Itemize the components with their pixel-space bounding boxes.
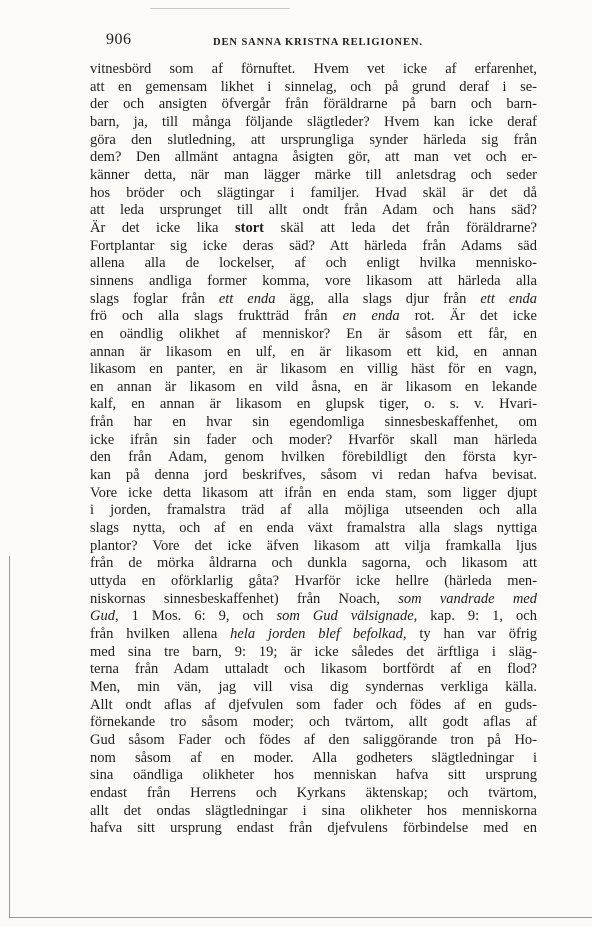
text-line — [90, 220, 537, 238]
text-line — [90, 803, 537, 821]
text-segment: kalf, en annan är likasom en glupsk tiger, o. s. v. Hvari- — [90, 396, 537, 413]
text-segment: Vore icke detta likasom att ifrån en enda stam, som ligger djupt — [90, 484, 537, 501]
text-line — [90, 485, 537, 503]
text-segment: uttyda en oförklarlig gåta? Hvarför icke hellre (härleda men- — [90, 573, 537, 590]
text-line — [90, 750, 537, 768]
text-segment: , ty han var öfrig — [402, 626, 537, 642]
italic-text-segment: ett enda — [480, 290, 537, 307]
text-segment: känner detta, när man lägger märke till anletsdrag och seder — [90, 166, 537, 183]
scan-edge-left — [9, 556, 10, 918]
text-line — [90, 502, 537, 520]
text-segment: i jorden, framalstra träd af alla möjliga utseenden och alla — [90, 502, 537, 519]
text-segment: dem? Den allmänt antagna åsigten gör, att man vet och er- — [90, 149, 537, 166]
text-segment: hos bröder och slägtingar i familjer. Hvad skäl är det då — [90, 184, 537, 201]
text-segment: der och ansigten öfvergår från föräldrarne på barn och barn- — [90, 96, 537, 113]
text-line — [90, 326, 537, 344]
text-line — [90, 467, 537, 485]
running-title: DEN SANNA KRISTNA RELIGIONEN. — [213, 37, 423, 48]
text-segment: den från Adam, genom hvilken förebildligt den första kyr- — [90, 449, 537, 466]
text-line — [90, 697, 537, 715]
text-line — [90, 644, 537, 662]
text-segment: niskornas sinnesbeskaffenhet) från Noach, — [90, 590, 399, 607]
text-line — [90, 396, 537, 414]
text-line — [90, 379, 537, 397]
text-segment: att leda ursprunget till allt ondt från Adam och hans säd? — [90, 202, 537, 219]
text-segment: rot. Är det icke — [399, 308, 537, 325]
text-segment: nom såsom af en moder. Alla godheters slägtledningar i — [90, 749, 537, 766]
text-segment: allena alla de lockelser, af och enligt hvilka mennisko- — [90, 255, 537, 272]
text-line — [90, 96, 537, 114]
text-line — [90, 432, 537, 450]
text-line — [90, 273, 537, 291]
text-line — [90, 520, 537, 538]
text-line — [90, 79, 537, 97]
text-segment: kan på denna jord beskrifves, såsom vi redan hafva bevisat. — [90, 467, 537, 484]
text-segment: att en gemensam likhet i sinnelag, och på grund deraf i se- — [90, 78, 537, 95]
text-segment: hafva sitt ursprung endast från djefvulens förbindelse med en — [90, 820, 537, 837]
text-line — [90, 626, 537, 644]
text-line — [90, 238, 537, 256]
text-line — [90, 591, 537, 609]
text-segment: Gud såsom Fader och födes af den saliggörande tron på Ho- — [90, 731, 537, 748]
italic-text-segment: Gud — [90, 608, 115, 625]
text-line — [90, 608, 537, 626]
text-segment: frö och alla slags fruktträd från — [90, 308, 343, 325]
text-line — [90, 679, 537, 697]
text-line — [90, 167, 537, 185]
text-line — [90, 61, 537, 79]
text-segment: från hvilken allena — [90, 626, 231, 642]
text-segment: ägg, alla slags djur från — [275, 290, 481, 307]
text-line — [90, 202, 537, 220]
text-segment: , kap. 9: 1, och — [413, 608, 537, 625]
text-line — [90, 820, 537, 838]
text-line — [90, 361, 537, 379]
text-line — [90, 732, 537, 750]
text-line — [90, 291, 537, 309]
italic-text-segment: ett enda — [218, 290, 276, 307]
text-segment: plantor? Vore det icke äfven likasom att vilja framkalla ljus — [90, 537, 537, 554]
text-line — [90, 132, 537, 150]
text-line — [90, 767, 537, 785]
italic-text-segment: hela jorden blef befolkad — [230, 626, 403, 642]
text-segment: annan är likasom en ulf, en är likasom ett kid, en annan — [90, 343, 537, 360]
text-line — [90, 538, 537, 556]
text-segment: en annan är likasom en vild åsna, en är likasom en lekande — [90, 378, 537, 395]
text-line — [90, 255, 537, 273]
text-line — [90, 449, 537, 467]
text-segment: icke ifrån sin fader och moder? Hvarför skall man härleda — [90, 431, 537, 448]
italic-text-segment: en enda — [342, 308, 400, 325]
text-segment: Fortplantar sig icke deras säd? Att härleda från Adams säd — [90, 237, 537, 254]
text-segment: sinnens andliga former komma, vore likasom att härleda alla — [90, 272, 537, 289]
text-segment: skäl att leda det från föräldrarne? — [263, 219, 537, 236]
body-text — [90, 61, 537, 838]
scan-rule-top — [150, 8, 290, 9]
text-segment: vitnesbörd som af förnuftet. Hvem vet icke af erfarenhet, — [90, 61, 537, 77]
italic-text-segment: som Gud välsignade — [276, 608, 414, 625]
text-line — [90, 555, 537, 573]
text-line — [90, 661, 537, 679]
text-segment: sina oändliga olikheter hos menniskan hafva sitt ursprung — [90, 767, 537, 784]
text-line — [90, 714, 537, 732]
text-segment: med sina tre barn, 9: 19; är icke således det ärftliga i släg- — [90, 643, 537, 660]
text-segment: Allt ondt aflas af djefvulen som fader och födes af en guds- — [90, 696, 537, 713]
text-line — [90, 185, 537, 203]
text-segment: , 1 Mos. 6: 9, och — [114, 608, 277, 625]
text-segment: allt det ondas slägtledningar i sina olikheter hos menniskorna — [90, 802, 537, 819]
scan-edge-bottom — [9, 917, 592, 918]
text-segment: slags foglar från — [90, 290, 219, 307]
text-line — [90, 344, 537, 362]
text-line — [90, 114, 537, 132]
text-line — [90, 308, 537, 326]
text-segment: Men, min vän, jag vill visa dig syndernas verkliga källa. — [90, 678, 537, 695]
text-line — [90, 785, 537, 803]
text-line — [90, 149, 537, 167]
text-segment: likasom en panter, en är likasom en villig häst för en vagn, — [90, 361, 537, 378]
text-line — [90, 573, 537, 591]
text-segment: barn, ja, till många följande slägtleder? Hvem kan icke deraf — [90, 113, 537, 130]
text-segment: endast från Herrens och Kyrkans äktenskap; och tvärtom, — [90, 784, 537, 801]
text-segment: en oändlig olikhet af menniskor? En är såsom ett får, en — [90, 325, 537, 342]
text-segment: från har en hvar sin egendomliga sinnesbeskaffenhet, om — [90, 414, 537, 431]
text-segment: förnekande tro såsom moder; och tvärtom, allt godt aflas af — [90, 714, 537, 731]
italic-text-segment: som vandrade med — [398, 590, 537, 607]
text-segment: terna från Adam uttaladt och likasom bortfördt af en flod? — [90, 661, 537, 678]
text-segment: Är det icke lika — [90, 219, 235, 236]
text-line — [90, 414, 537, 432]
text-segment: göra den slutledning, att ursprungliga synder härleda sig från — [90, 131, 537, 148]
text-segment: slags nytta, och af en enda växt framalstra alla slags nyttiga — [90, 520, 537, 537]
page-number: 906 — [106, 31, 132, 48]
bold-text-segment: stort — [234, 219, 264, 236]
text-segment: från de mörka åldrarna och dunkla sagorna, och likasom att — [90, 555, 537, 572]
